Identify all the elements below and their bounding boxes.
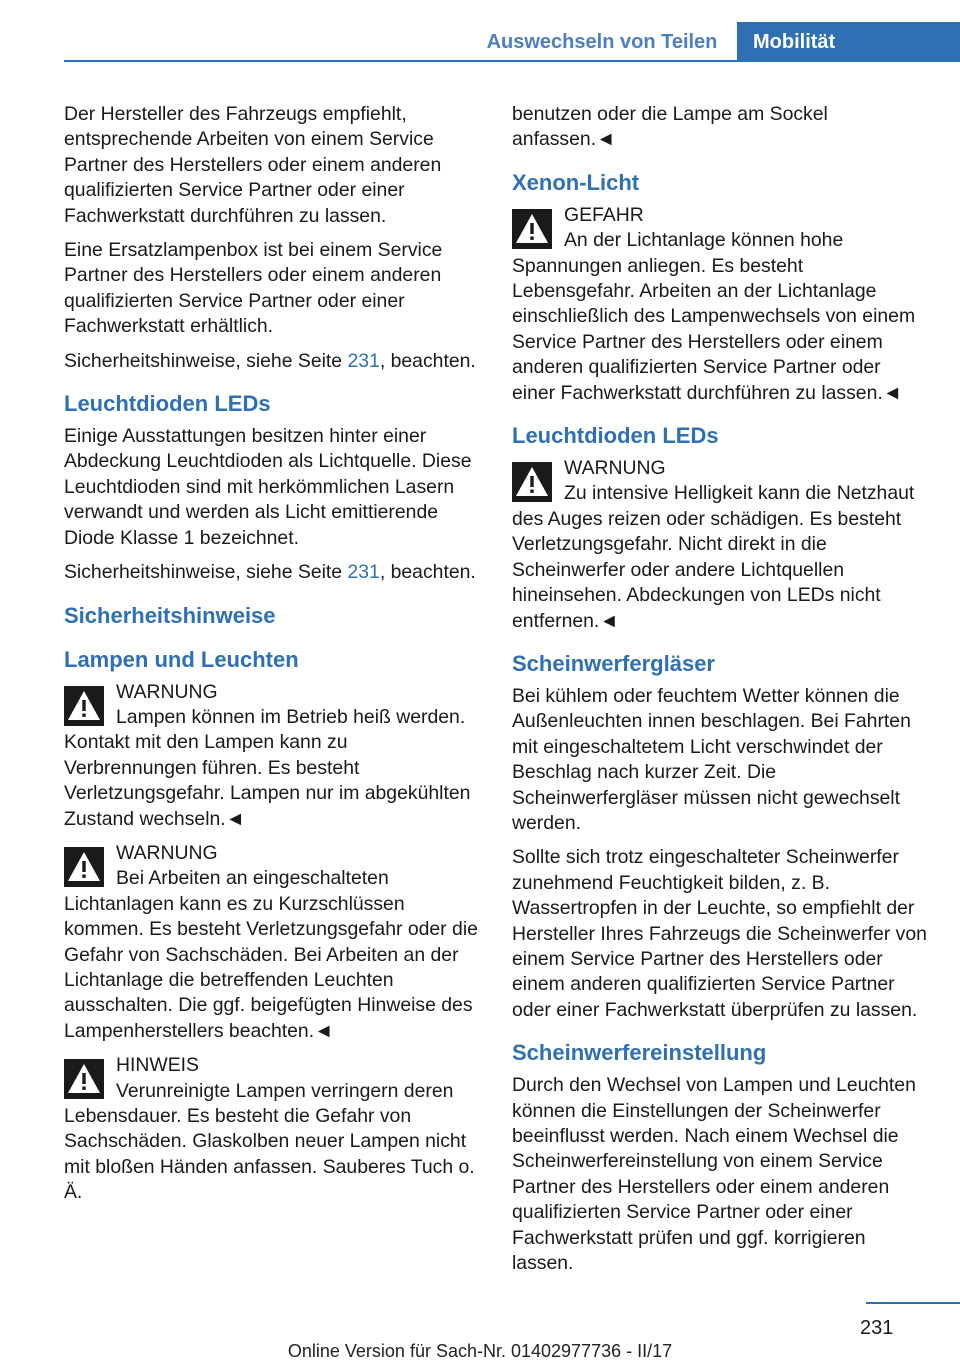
warning-icon [64, 686, 104, 726]
text: Sicherheitshinweise, siehe Seite [64, 349, 348, 372]
text: , beachten. [379, 561, 476, 584]
header-section-title: Auswechseln von Teilen [486, 31, 718, 53]
section-heading: Sicherheitshinweise [64, 602, 276, 628]
warning-text: Lampen können im Betrieb heiß werden. Kontakt mit den Lampen kann zu Verbrennungen führen. Es besteht Verletzungsgefahr. Lampen nur im abgekühlten Zustand wechseln.◄ [64, 705, 471, 830]
page-number: 231 [860, 1317, 894, 1339]
right-column [512, 102, 928, 1285]
left-column [64, 102, 480, 1215]
online-version-footer: Online Version für Sach-Nr. 01402977736 - II/17 [287, 1341, 673, 1361]
section-heading: Leuchtdioden LEDs [64, 391, 271, 417]
footer-rule [866, 1302, 960, 1304]
paragraph: Bei kühlem oder feuchtem Wetter können die Außenleuchten innen beschlagen. Bei Fahrten mit eingeschaltetem Licht verschwindet der Beschlag nach kurzer Zeit. Die Scheinwerfergläser müssen nicht gewechselt werden. [512, 684, 911, 834]
notice-box [64, 1053, 480, 1205]
paragraph [64, 560, 480, 585]
warning-box [64, 841, 480, 1044]
notice-text: Verunreinigte Lampen verringern deren Lebensdauer. Es besteht die Gefahr von Sachschäden. Glaskolben neuer Lampen nicht mit bloßen Händen anfassen. Sauberes Tuch o. Ä. [64, 1079, 475, 1204]
header-rule [64, 60, 960, 62]
warning-text: Zu intensive Helligkeit kann die Netzhaut des Auges reizen oder schädigen. Es besteht Verletzungsgefahr. Nicht direkt in die Scheinwerfer oder andere Lichtquellen hineinsehen. Abdeckungen von LEDs nicht entfernen.◄ [512, 482, 915, 632]
paragraph: benutzen oder die Lampe am Sockel anfassen.◄ [512, 103, 828, 151]
paragraph [64, 349, 480, 374]
section-heading: Scheinwerfergläser [512, 650, 715, 676]
text: , beachten. [379, 349, 476, 372]
warning-title: WARNUNG [564, 457, 666, 480]
section-heading: Scheinwerfereinstellung [512, 1040, 767, 1066]
paragraph: Durch den Wechsel von Lampen und Leuchten können die Einstellungen der Scheinwerfer beeinflusst werden. Nach einem Wechsel die Scheinwerfereinstellung von einem Service Partner des Herstellers oder einem anderen qualifizierten Service Partner oder einer Fachwerkstatt prüfen und ggf. korrigieren lassen. [512, 1074, 916, 1275]
warning-icon [64, 1059, 104, 1099]
warning-icon [512, 462, 552, 502]
paragraph: Einige Ausstattungen besitzen hinter einer Abdeckung Leuchtdioden als Lichtquelle. Diese Leuchtdioden sind mit herkömmlichen Lasern verwandt und werden als Licht emittierende Diode Klasse 1 bezeichnet. [64, 425, 472, 549]
text: Sicherheitshinweise, siehe Seite [64, 561, 348, 584]
section-heading: Leuchtdioden LEDs [512, 423, 719, 449]
warning-icon [64, 847, 104, 887]
notice-title: HINWEIS [116, 1054, 199, 1077]
warning-box [64, 680, 480, 832]
warning-title: WARNUNG [116, 680, 218, 703]
danger-box [512, 203, 928, 406]
section-heading: Xenon-Licht [512, 169, 640, 195]
paragraph: Sollte sich trotz eingeschalteter Scheinwerfer zunehmend Feuchtigkeit bilden, z. B. Wassertropfen in der Leuchte, so empfiehlt der Hersteller Ihres Fahrzeugs die Scheinwerfer von einem Service Partner des Herstellers oder einem anderen qualifizierten Service Partner oder einer Fachwerkstatt überprüfen zu lassen. [512, 846, 927, 1021]
danger-text: An der Lichtanlage können hohe Spannungen anliegen. Es besteht Lebensgefahr. Arbeiten an der Lichtanlage einschließlich des Lampenwechsels von einem Service Partner des Herstellers oder einem anderen qualifizierten Service Partner oder einer Fachwerkstatt durchführen zu lassen.◄ [512, 229, 916, 404]
header-chapter-tab: Mobilität [737, 22, 960, 62]
warning-box [512, 456, 928, 634]
danger-title: GEFAHR [564, 203, 644, 226]
warning-icon [512, 209, 552, 249]
warning-text: Bei Arbeiten an eingeschalteten Lichtanlagen kann es zu Kurzschlüssen kommen. Es besteht Verletzungsgefahr oder die Gefahr von Sachschäden. Bei Arbeiten an der Lichtanlage die betreffenden Leuchten ausschalten. Die ggf. beigefügten Hinweise des Lampenherstellers beachten.◄ [64, 867, 478, 1042]
paragraph: Eine Ersatzlampenbox ist bei einem Service Partner des Herstellers oder einem anderen qualifizierten Service Partner oder einer Fachwerkstatt erhältlich. [64, 239, 443, 338]
page-link[interactable]: 231 [347, 561, 380, 584]
warning-title: WARNUNG [116, 841, 218, 864]
paragraph: Der Hersteller des Fahrzeugs empfiehlt, entsprechende Arbeiten von einem Service Partner des Herstellers oder einem anderen qualifizierten Service Partner oder einer Fachwerkstatt durchführen zu lassen. [64, 103, 442, 227]
page-link[interactable]: 231 [347, 349, 380, 372]
subsection-heading: Lampen und Leuchten [64, 646, 299, 672]
